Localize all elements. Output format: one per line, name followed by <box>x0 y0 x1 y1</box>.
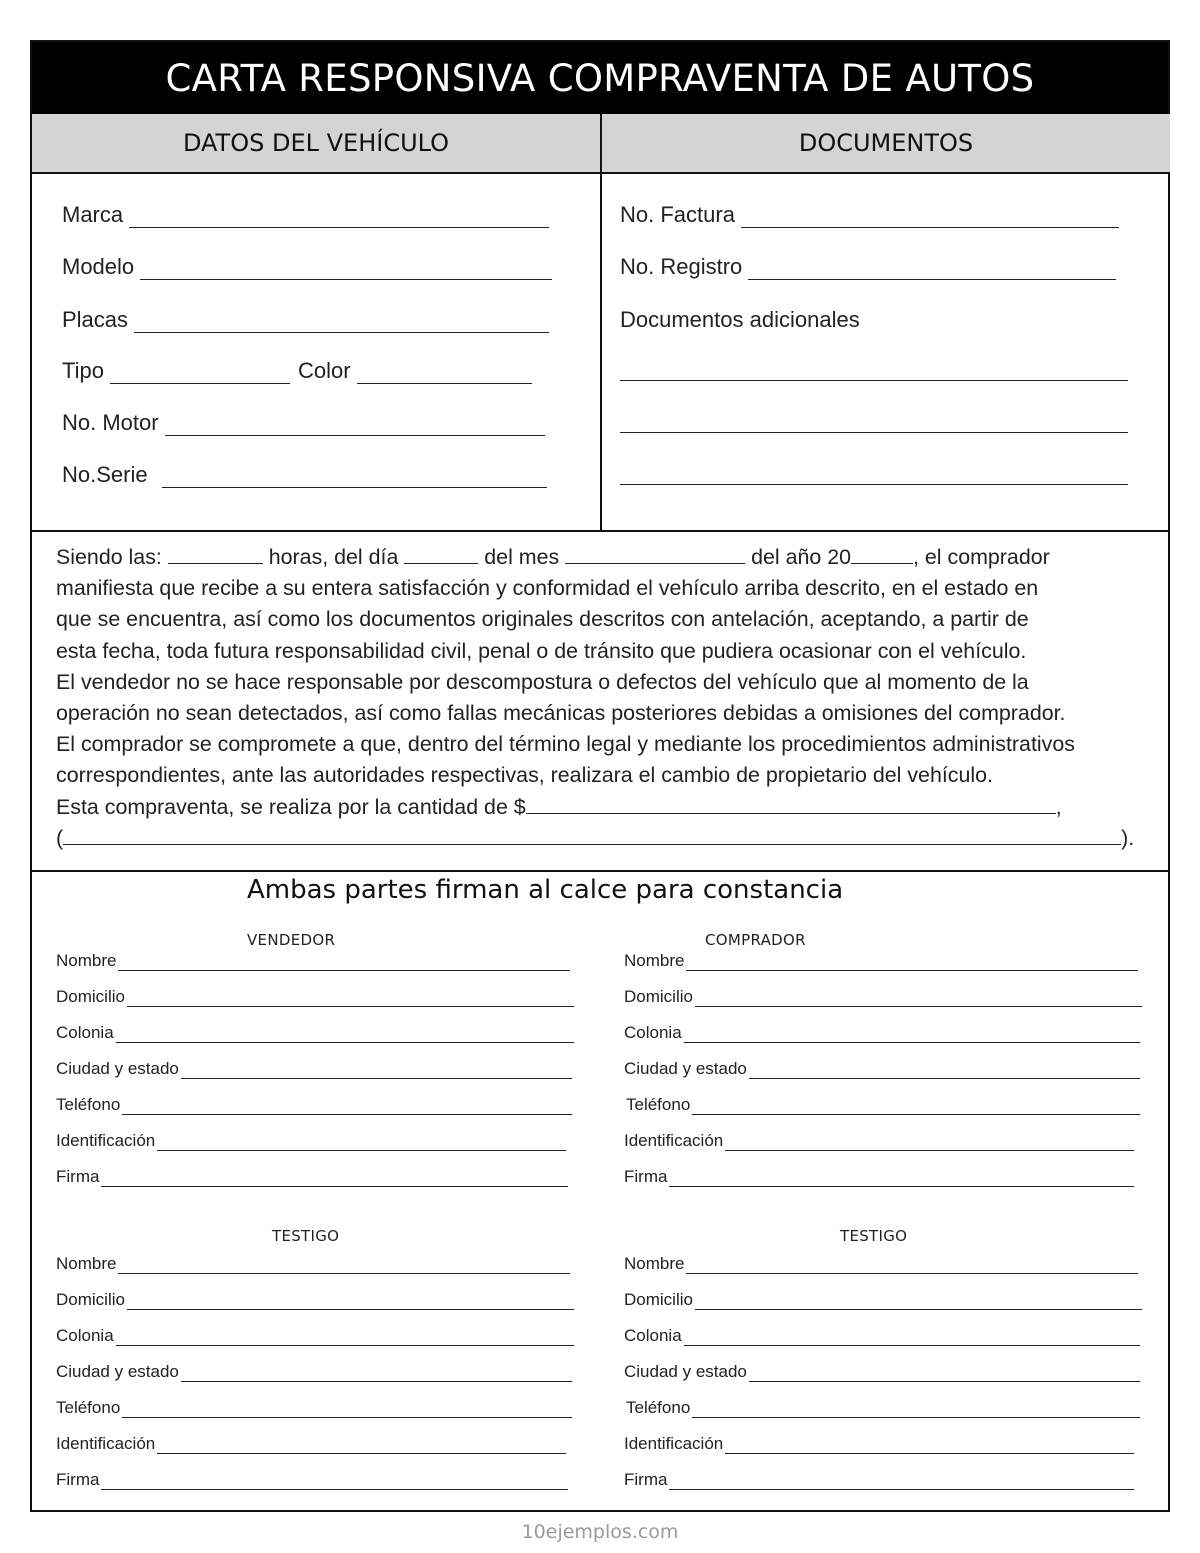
field-line[interactable] <box>684 1331 1140 1346</box>
field-label: Domicilio <box>56 1290 125 1309</box>
comprador-nombre-field[interactable] <box>624 951 1138 971</box>
field-line[interactable] <box>725 1136 1134 1151</box>
field-line[interactable] <box>101 1475 568 1490</box>
field-line[interactable] <box>669 1475 1134 1490</box>
field-label: Firma <box>624 1167 668 1186</box>
field-label: Nombre <box>56 1254 117 1273</box>
field-line[interactable] <box>181 1367 572 1382</box>
testigo2-telefono-field[interactable] <box>626 1398 1140 1418</box>
field-line[interactable] <box>695 992 1142 1007</box>
paragraph-line: que se encuentra, así como los documentos originales descritos con antelación, aceptando, a partir de <box>56 607 1029 632</box>
paragraph-line: El comprador se compromete a que, dentro del término legal y mediante los procedimientos administrativos <box>56 732 1075 757</box>
color-line[interactable] <box>357 363 532 384</box>
field-label: Nombre <box>56 951 117 970</box>
adicionales-line[interactable] <box>620 412 1128 433</box>
factura-label: No. Factura <box>620 202 735 227</box>
field-label: Nombre <box>624 951 685 970</box>
testigo1-telefono-field[interactable] <box>56 1398 572 1418</box>
tipo-color-field[interactable] <box>62 358 532 384</box>
field-line[interactable] <box>116 1028 574 1043</box>
testigo2-firma-field[interactable] <box>624 1470 1134 1490</box>
comprador-ciudad-field[interactable] <box>624 1059 1140 1079</box>
hora-blank[interactable] <box>168 545 263 564</box>
field-label: Domicilio <box>56 987 125 1006</box>
vendedor-domicilio-field[interactable] <box>56 987 574 1007</box>
field-label: Domicilio <box>624 987 693 1006</box>
field-label: Firma <box>56 1167 100 1186</box>
testigo2-identificacion-field[interactable] <box>624 1434 1134 1454</box>
serie-label: No.Serie <box>62 462 148 487</box>
registro-label: No. Registro <box>620 254 743 279</box>
field-line[interactable] <box>686 1259 1138 1274</box>
vendedor-identificacion-field[interactable] <box>56 1131 566 1151</box>
placas-line[interactable] <box>134 312 549 333</box>
section-divider-2 <box>32 870 1168 872</box>
comprador-heading: COMPRADOR <box>705 931 806 949</box>
modelo-line[interactable] <box>140 259 552 280</box>
field-label: Identificación <box>624 1434 724 1453</box>
modelo-field[interactable] <box>62 254 552 280</box>
field-line[interactable] <box>116 1331 574 1346</box>
comprador-identificacion-field[interactable] <box>624 1131 1134 1151</box>
vendedor-nombre-field[interactable] <box>56 951 570 971</box>
comprador-colonia-field[interactable] <box>624 1023 1140 1043</box>
field-label: Ciudad y estado <box>624 1059 747 1078</box>
factura-line[interactable] <box>741 207 1119 228</box>
contract-form <box>30 40 1170 1512</box>
field-label: Teléfono <box>626 1398 691 1417</box>
adicionales-line-2[interactable] <box>620 412 1128 433</box>
paragraph-line: esta fecha, toda futura responsabilidad civil, penal o de tránsito que pudiera ocasionar con el vehículo. <box>56 638 1027 663</box>
field-label: Colonia <box>56 1326 114 1345</box>
text: del mes <box>484 545 560 569</box>
motor-line[interactable] <box>165 415 545 436</box>
title-bar <box>32 42 1168 114</box>
testigo-right-heading: TESTIGO <box>840 1227 908 1245</box>
testigo1-firma-field[interactable] <box>56 1470 568 1490</box>
text: , el comprador <box>913 545 1050 569</box>
footer-watermark: 10ejemplos.com <box>521 1521 679 1543</box>
adicionales-label: Documentos adicionales <box>620 307 860 332</box>
dia-blank[interactable] <box>404 545 478 564</box>
field-line[interactable] <box>118 956 570 971</box>
field-line[interactable] <box>127 992 574 1007</box>
registro-field[interactable] <box>620 254 1116 280</box>
section-divider-1 <box>32 530 1168 532</box>
field-line[interactable] <box>118 1259 570 1274</box>
marca-line[interactable] <box>129 207 549 228</box>
field-line[interactable] <box>669 1172 1134 1187</box>
text: ( <box>56 825 64 850</box>
field-line[interactable] <box>725 1439 1134 1454</box>
tipo-line[interactable] <box>110 363 290 384</box>
anio-blank[interactable] <box>851 545 913 564</box>
factura-field[interactable] <box>620 202 1119 228</box>
registro-line[interactable] <box>748 259 1116 280</box>
text: , <box>1055 794 1062 819</box>
testigo1-nombre-field[interactable] <box>56 1254 570 1274</box>
field-line[interactable] <box>692 1403 1140 1418</box>
declaration-paragraph <box>56 542 1151 854</box>
paragraph-line: El vendedor no se hace responsable por descompostura o defectos del vehículo que al momento de la <box>56 669 1029 694</box>
paragraph-line: correspondientes, ante las autoridades respectivas, realizara el cambio de propietario del vehículo. <box>56 763 993 788</box>
column-divider <box>600 114 602 530</box>
vendedor-firma-field[interactable] <box>56 1167 568 1187</box>
documents-section-heading: DOCUMENTOS <box>602 114 1170 174</box>
motor-label: No. Motor <box>62 410 159 435</box>
field-line[interactable] <box>122 1403 572 1418</box>
testigo1-colonia-field[interactable] <box>56 1326 574 1346</box>
testigo1-ciudad-field[interactable] <box>56 1362 572 1382</box>
field-label: Teléfono <box>626 1095 691 1114</box>
text: horas, del día <box>268 545 399 569</box>
cantidad-blank[interactable] <box>526 795 1056 814</box>
field-line[interactable] <box>695 1295 1142 1310</box>
cantidad-letra-blank[interactable] <box>63 826 1121 845</box>
comprador-domicilio-field[interactable] <box>624 987 1142 1007</box>
field-label: Firma <box>56 1470 100 1489</box>
testigo-left-heading: TESTIGO <box>272 1227 340 1245</box>
field-label: Ciudad y estado <box>624 1362 747 1381</box>
field-line[interactable] <box>749 1367 1140 1382</box>
adicionales-line-1[interactable] <box>620 360 1128 381</box>
vendedor-telefono-field[interactable] <box>56 1095 572 1115</box>
field-line[interactable] <box>157 1439 566 1454</box>
field-label: Teléfono <box>56 1095 121 1114</box>
vehicle-section-heading: DATOS DEL VEHÍCULO <box>32 114 600 174</box>
text: del año 20 <box>751 545 852 569</box>
mes-blank[interactable] <box>565 545 745 564</box>
field-line[interactable] <box>692 1100 1140 1115</box>
paragraph-line: operación no sean detectados, así como fallas mecánicas posteriores debidas a omisiones del comprador. <box>56 701 1066 726</box>
motor-field[interactable] <box>62 410 545 436</box>
paragraph-line <box>56 542 1151 573</box>
field-label: Colonia <box>624 1326 682 1345</box>
serie-line[interactable] <box>162 467 547 488</box>
field-line[interactable] <box>181 1064 572 1079</box>
paragraph-line: manifiesta que recibe a su entera satisfacción y conformidad el vehículo arriba descrito, en el estado en <box>56 576 1039 601</box>
testigo2-ciudad-field[interactable] <box>624 1362 1140 1382</box>
paragraph-line <box>56 792 1151 823</box>
text: Esta compraventa, se realiza por la cantidad de $ <box>56 794 526 819</box>
adicionales-line-3[interactable] <box>620 464 1128 485</box>
testigo1-domicilio-field[interactable] <box>56 1290 574 1310</box>
color-label: Color <box>297 358 351 383</box>
text: Siendo las: <box>56 545 162 569</box>
field-label: Domicilio <box>624 1290 693 1309</box>
field-label: Nombre <box>624 1254 685 1273</box>
text: ). <box>1121 825 1135 850</box>
vendedor-ciudad-field[interactable] <box>56 1059 572 1079</box>
field-line[interactable] <box>127 1295 574 1310</box>
field-label: Firma <box>624 1470 668 1489</box>
field-line[interactable] <box>749 1064 1140 1079</box>
field-label: Colonia <box>624 1023 682 1042</box>
tipo-label: Tipo <box>62 358 104 383</box>
vendedor-colonia-field[interactable] <box>56 1023 574 1043</box>
marca-field[interactable] <box>62 202 549 228</box>
field-line[interactable] <box>157 1136 566 1151</box>
field-label: Identificación <box>56 1434 156 1453</box>
field-label: Colonia <box>56 1023 114 1042</box>
marca-label: Marca <box>62 202 124 227</box>
signatures-title: Ambas partes firman al calce para constancia <box>247 875 844 905</box>
testigo2-colonia-field[interactable] <box>624 1326 1140 1346</box>
document-title: CARTA RESPONSIVA COMPRAVENTA DE AUTOS <box>165 56 1035 100</box>
vendedor-heading: VENDEDOR <box>247 931 336 949</box>
comprador-telefono-field[interactable] <box>626 1095 1140 1115</box>
testigo2-domicilio-field[interactable] <box>624 1290 1142 1310</box>
adicionales-line[interactable] <box>620 464 1128 485</box>
comprador-firma-field[interactable] <box>624 1167 1134 1187</box>
field-label: Ciudad y estado <box>56 1059 179 1078</box>
field-label: Ciudad y estado <box>56 1362 179 1381</box>
serie-field[interactable] <box>62 462 547 488</box>
field-label: Identificación <box>56 1131 156 1150</box>
field-line[interactable] <box>684 1028 1140 1043</box>
testigo2-nombre-field[interactable] <box>624 1254 1138 1274</box>
field-label: Teléfono <box>56 1398 121 1417</box>
testigo1-identificacion-field[interactable] <box>56 1434 566 1454</box>
field-line[interactable] <box>101 1172 568 1187</box>
paragraph-line <box>56 823 1151 854</box>
placas-field[interactable] <box>62 307 549 333</box>
field-line[interactable] <box>686 956 1138 971</box>
field-line[interactable] <box>122 1100 572 1115</box>
placas-label: Placas <box>62 307 129 332</box>
modelo-label: Modelo <box>62 254 135 279</box>
adicionales-line[interactable] <box>620 360 1128 381</box>
field-label: Identificación <box>624 1131 724 1150</box>
adicionales-field <box>620 307 860 333</box>
